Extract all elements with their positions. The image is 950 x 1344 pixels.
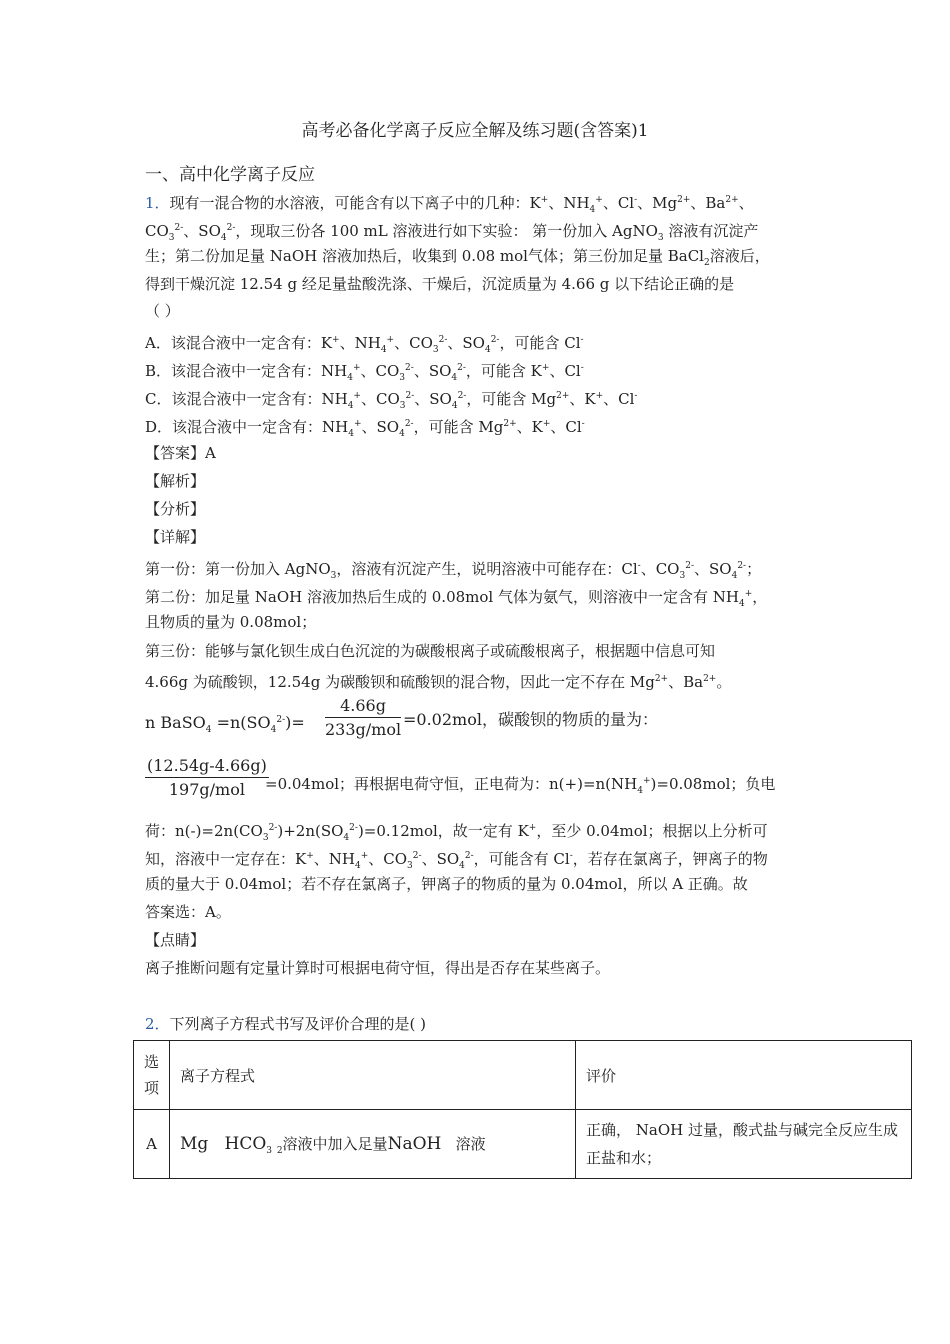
q1-jiexi: 【解析】 bbox=[145, 472, 206, 490]
q1-stem-1: 现有一混合物的水溶液，可能含有以下离子中的几种：K bbox=[169, 194, 541, 212]
formula-baso4: n BaSO$_4$ $=n(SO_4^{2-})=$ bbox=[145, 713, 305, 735]
explain-line-3: 且物质的量为 0.08mol； bbox=[145, 613, 317, 631]
header-evaluation: 评价 bbox=[576, 1041, 912, 1110]
q1-line-5: （ ） bbox=[145, 302, 180, 320]
section-heading: 一、高中化学离子反应 bbox=[145, 165, 315, 185]
header-equation: 离子方程式 bbox=[170, 1041, 576, 1110]
q1-number: 1． bbox=[145, 194, 170, 212]
row-a-evaluation: 正确， NaOH 过量，酸式盐与碱完全反应生成正盐和水； bbox=[576, 1110, 912, 1179]
page-title: 高考必备化学离子反应全解及练习题(含答案)1 bbox=[301, 121, 649, 141]
table-header-row bbox=[134, 1041, 912, 1110]
q2-number: 2． bbox=[145, 1015, 170, 1033]
q1-dianjing: 【点睛】 bbox=[145, 931, 206, 949]
q1-option-d[interactable]: D．该混合液中一定含有：$NH_4^+$、$SO_4^{2-}$，可能含 $Mg^{2+}$、K+、Cl- bbox=[145, 418, 585, 439]
q2-stem: 下列离子方程式书写及评价合理的是( ) bbox=[169, 1015, 427, 1033]
q1-answer: 【答案】A bbox=[145, 444, 216, 462]
explain-line-5: 4.66g 为硫酸钡，12.54g 为碳酸钡和硫酸钡的混合物，因此一定不存在 $Mg^{2+}$、$Ba^{2+}$。 bbox=[145, 673, 732, 691]
explain-line-4: 第三份：能够与氯化钡生成白色沉淀的为碳酸根离子或硫酸根离子，根据题中信息可知 bbox=[145, 642, 716, 660]
q1-line-4: 得到干燥沉淀 12.54 g 经足量盐酸洗涤、干燥后，沉淀质量为 4.66 g 以下结论正确的是 bbox=[145, 275, 735, 293]
q1-option-b[interactable]: B．该混合液中一定含有：$NH_4^+$、$CO_3^{2-}$、$SO_4^{2-}$，可能含 K+、Cl- bbox=[145, 362, 584, 383]
table-row bbox=[134, 1110, 912, 1179]
explain-line-1: 第一份：第一份加入 AgNO$_3$，溶液有沉淀产生，说明溶液中可能存在：Cl-、$CO_3^{2-}$、$SO_4^{2-}$； bbox=[145, 560, 762, 581]
explain-line-6: 荷：$n(-)=2n(CO_3^{2-})+2n(SO_4^{2-})=0.12mol$，故一定有 K+，至少 0.04mol；根据以上分析可 bbox=[145, 822, 768, 843]
fraction-1254: (12.54g-4.66g) 197g/mol bbox=[147, 756, 267, 799]
row-a-equation: Mg $HCO_3$ $_2$溶液中加入足量NaOH 溶液 bbox=[170, 1110, 576, 1179]
q2-table bbox=[133, 1040, 912, 1179]
q1-option-a[interactable]: A．该混合液中一定含有：K+、$NH_4^+$、$CO_3^{2-}$、$SO_4^{2-}$，可能含 Cl- bbox=[145, 334, 584, 355]
explain-line-7: 知，溶液中一定存在：K+、$NH_4^+$、$CO_3^{2-}$、$SO_4^{2-}$，可能含有 Cl-，若存在氯离子，钾离子的物 bbox=[145, 850, 768, 871]
explain-line-9: 答案选：A。 bbox=[145, 903, 231, 921]
q1-summary: 离子推断问题有定量计算时可根据电荷守恒，得出是否存在某些离子。 bbox=[145, 959, 611, 977]
q1-line-1: 1．现有一混合物的水溶液，可能含有以下离子中的几种：K+、$NH_4^+$、Cl-、$Mg^{2+}$、$Ba^{2+}$、 bbox=[145, 194, 754, 215]
q1-xiangjie: 【详解】 bbox=[145, 528, 206, 546]
q1-line-2: $CO_3^{2-}$、$SO_4^{2-}$，现取三份各 100 mL 溶液进行如下实验： 第一份加入 AgNO$_3$ 溶液有沉淀产 bbox=[145, 222, 759, 243]
q1-fenxi: 【分析】 bbox=[145, 500, 206, 518]
explain-line-8: 质的量大于 0.04mol；若不存在氯离子，钾离子的物质的量为 0.04mol，所以 A 正确。故 bbox=[145, 875, 748, 893]
explain-line-2: 第二份：加足量 NaOH 溶液加热后生成的 0.08mol 气体为氨气，则溶液中一定含有 $NH_4^+$， bbox=[145, 588, 768, 609]
formula-baco3-result: =0.04mol；再根据电荷守恒，正电荷为：$n(+)=n(NH_4^+)=0.08mol$；负电 bbox=[265, 775, 776, 796]
header-option: 选项 bbox=[134, 1041, 170, 1110]
q2-line bbox=[145, 1014, 426, 1034]
q1-line-3: 生；第二份加足量 NaOH 溶液加热后，收集到 0.08 mol气体；第三份加足量 BaCl$_2$溶液后， bbox=[145, 247, 770, 268]
fraction-466: 4.66g 233g/mol bbox=[325, 696, 402, 739]
formula-baso4-result: =0.02mol，碳酸钡的物质的量为： bbox=[403, 710, 658, 729]
q1-option-c[interactable]: C．该混合液中一定含有：$NH_4^+$、$CO_3^{2-}$、$SO_4^{2-}$，可能含 $Mg^{2+}$、K+、Cl- bbox=[145, 390, 638, 411]
row-a-option: A bbox=[134, 1110, 170, 1179]
